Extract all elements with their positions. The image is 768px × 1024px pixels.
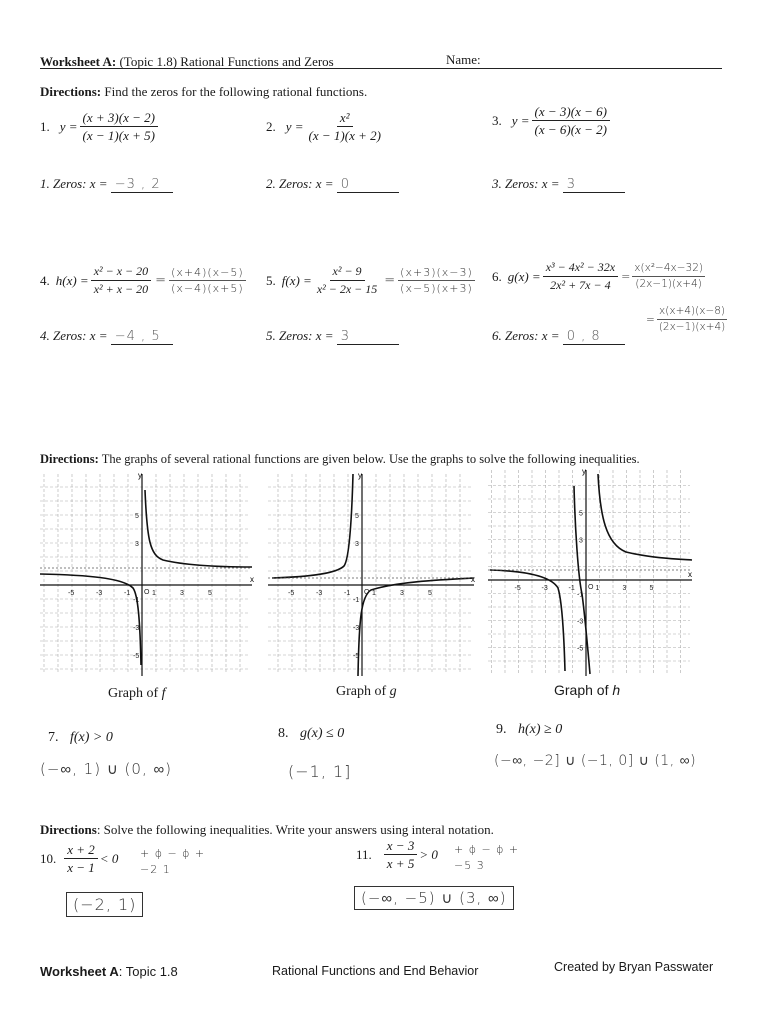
work-denominator-2: (2x−1)(x+4) <box>658 321 726 333</box>
problem-function: y = <box>59 118 78 134</box>
denominator: 2x² + 7x − 4 <box>550 278 611 292</box>
directions-text: Find the zeros for the following rational functions. <box>104 84 368 99</box>
zeros-label: 6. Zeros: x = <box>492 328 560 343</box>
x-tick-label: -3 <box>541 585 548 592</box>
footer-worksheet-label: Worksheet A <box>40 964 119 979</box>
x-axis-label: x <box>471 575 475 584</box>
numerator: x³ − 4x² − 32x <box>543 260 618 277</box>
inequality-expression: h(x) ≥ 0 <box>518 722 563 737</box>
zeros-answer: −4 , 5 <box>111 329 173 345</box>
y-tick-label: 5 <box>355 513 359 520</box>
zeros-2 <box>266 176 399 193</box>
x-tick-label: -1 <box>344 590 351 597</box>
directions-label: Directions: <box>40 452 99 466</box>
numerator: x + 2 <box>64 842 98 859</box>
directions-text: : Solve the following inequalities. Write your answers using interal notation. <box>96 822 494 837</box>
inequality-7 <box>48 730 113 746</box>
zeros-1 <box>40 176 173 193</box>
work-denominator: (x−5)(x+3) <box>400 282 473 295</box>
equals-mark: = <box>646 313 655 326</box>
zeros-6 <box>492 328 625 345</box>
problem-fraction <box>314 264 380 297</box>
problem-fraction <box>306 110 384 143</box>
directions-1 <box>40 84 367 100</box>
problem-5 <box>266 264 475 297</box>
caption-prefix: Graph of <box>554 682 609 698</box>
y-tick-label: 5 <box>579 510 583 518</box>
problem-fraction <box>543 260 618 293</box>
critical-points: −2 1 <box>140 863 171 876</box>
sign-row: + ϕ − ϕ + <box>140 847 206 860</box>
x-tick-label: 1 <box>372 590 376 597</box>
x-tick-label: -3 <box>96 590 103 597</box>
graph-g <box>266 470 478 680</box>
graph-h <box>486 466 696 680</box>
worksheet-label: Worksheet A: <box>40 54 117 69</box>
x-tick-label: -1 <box>124 590 131 597</box>
work-fraction <box>169 265 246 296</box>
x-tick-label: 1 <box>595 585 600 592</box>
zeros-label: 4. Zeros: x = <box>40 328 108 343</box>
inequality-8-answer: (−1, 1] <box>288 762 352 781</box>
zeros-3 <box>492 176 625 193</box>
zeros-answer: 0 <box>337 177 399 193</box>
work-numerator: x(x²−4x−32) <box>632 261 705 277</box>
problem-3 <box>492 104 612 137</box>
problem-number: 1. <box>40 118 50 134</box>
numerator: x² <box>337 110 353 127</box>
header-rule <box>40 68 722 69</box>
directions-label: Directions: <box>40 84 102 99</box>
x-tick-label: 5 <box>649 585 654 592</box>
numerator: x − 3 <box>384 838 418 855</box>
problem-6 <box>492 260 705 293</box>
name-label: Name: <box>446 52 481 67</box>
work-numerator: (x+4)(x−5) <box>171 266 244 279</box>
problem-10-sign-chart <box>140 846 205 878</box>
graph-f-caption <box>108 686 166 702</box>
problem-function: y = <box>285 118 304 134</box>
curve-left-branch <box>40 574 141 665</box>
x-tick-label: 5 <box>208 590 212 597</box>
y-tick-label: -3 <box>133 625 140 632</box>
curve-left-branch <box>272 474 353 578</box>
y-tick-label: -5 <box>353 653 360 660</box>
origin-label: O <box>588 584 594 591</box>
footer-left <box>40 964 178 979</box>
work-numerator: (x+3)(x−3) <box>400 266 473 279</box>
zeros-answer: 0 , 8 <box>563 329 625 345</box>
problem-number: 4. <box>40 272 50 288</box>
problem-number: 10. <box>40 850 57 866</box>
problem-10-answer: (−2, 1) <box>66 892 143 917</box>
graph-f <box>38 470 258 680</box>
zeros-label: 5. Zeros: x = <box>266 328 334 343</box>
problem-number: 6. <box>492 268 502 284</box>
denominator: (x − 1)(x + 2) <box>308 128 381 143</box>
tick-labels <box>288 513 432 660</box>
numerator: x² − x − 20 <box>91 264 151 281</box>
problem-number: 9. <box>496 722 507 737</box>
graph-h-caption <box>554 682 620 698</box>
numerator: (x + 3)(x − 2) <box>80 110 158 127</box>
problem-11-answer: (−∞, −5) ∪ (3, ∞) <box>354 886 514 910</box>
y-tick-label: -1 <box>353 597 360 604</box>
x-tick-label: -5 <box>288 590 295 597</box>
x-tick-label: -5 <box>68 590 75 597</box>
x-tick-label: 5 <box>428 590 432 597</box>
x-tick-label: 3 <box>180 590 184 597</box>
problem-number: 11. <box>356 846 372 862</box>
zeros-label: 3. Zeros: x = <box>492 176 560 191</box>
problem-function: f(x) = <box>281 272 312 288</box>
zeros-label: 2. Zeros: x = <box>266 176 334 191</box>
problem-10 <box>40 842 118 875</box>
origin-label: O <box>144 589 150 596</box>
problem-11 <box>356 838 438 871</box>
zeros-label: 1. Zeros: x = <box>40 176 108 191</box>
zeros-4 <box>40 328 173 345</box>
caption-prefix: Graph of <box>336 684 387 699</box>
footer-right: Created by Bryan Passwater <box>554 960 714 974</box>
y-tick-label: -1 <box>133 597 140 604</box>
tick-labels <box>515 511 654 653</box>
caption-prefix: Graph of <box>108 686 159 701</box>
inequality-9 <box>496 722 562 738</box>
y-tick-label: 3 <box>355 541 359 548</box>
problem-fraction <box>91 264 151 297</box>
footer-topic: : Topic 1.8 <box>118 964 178 979</box>
problem-fraction <box>64 842 98 875</box>
y-tick-label: 3 <box>579 537 583 545</box>
problem-fraction <box>80 110 158 143</box>
y-tick-label: -5 <box>133 653 140 660</box>
graph-grid <box>268 474 472 674</box>
work-numerator-2: x(x+4)(x−8) <box>657 304 727 320</box>
inequality-expression: f(x) > 0 <box>70 730 113 745</box>
inequality-9-answer: (−∞, −2] ∪ (−1, 0] ∪ (1, ∞) <box>494 753 697 769</box>
caption-function: f <box>161 686 166 701</box>
y-tick-label: -1 <box>577 591 584 599</box>
y-tick-label: 5 <box>135 513 139 520</box>
problem-number: 5. <box>266 272 276 288</box>
graph-g-caption <box>336 684 397 700</box>
equals-mark: = <box>384 273 397 288</box>
problem-6-work-2 <box>646 304 727 335</box>
work-denominator: (x−4)(x+5) <box>171 282 244 295</box>
origin-label: O <box>364 589 370 596</box>
x-tick-label: 3 <box>400 590 404 597</box>
y-axis-label: y <box>138 471 142 480</box>
problem-4 <box>40 264 246 297</box>
directions-3 <box>40 822 494 838</box>
problem-function: h(x) = <box>55 272 89 288</box>
denominator: x² + x − 20 <box>93 282 149 296</box>
sign-row: + ϕ − ϕ + <box>454 843 520 856</box>
denominator: x + 5 <box>386 856 415 871</box>
directions-label: Directions <box>40 822 97 837</box>
zeros-answer: −3 , 2 <box>111 177 173 193</box>
problem-11-sign-chart <box>454 842 519 874</box>
directions-text: The graphs of several rational functions are given below. Use the graphs to solve the following inequalities. <box>101 452 640 466</box>
curve-right-branch <box>145 490 252 567</box>
problem-2 <box>266 110 386 143</box>
y-tick-label: -3 <box>577 618 584 626</box>
zeros-answer: 3 <box>563 177 625 193</box>
denominator: (x − 1)(x + 5) <box>82 128 155 143</box>
relation: < 0 <box>99 850 119 866</box>
problem-number: 8. <box>278 726 289 741</box>
y-axis-label: y <box>582 467 586 476</box>
relation: > 0 <box>419 846 438 862</box>
problem-number: 2. <box>266 118 276 134</box>
problem-fraction <box>532 104 610 137</box>
y-axis-label: y <box>358 471 362 480</box>
x-tick-label: 3 <box>622 585 627 592</box>
problem-number: 3. <box>492 112 502 128</box>
y-tick-label: 3 <box>135 541 139 548</box>
problem-number: 7. <box>48 730 59 745</box>
denominator: x² − 2x − 15 <box>316 282 378 296</box>
caption-function: h <box>612 682 621 698</box>
inequality-7-answer: (−∞, 1) ∪ (0, ∞) <box>40 760 173 778</box>
denominator: x − 1 <box>67 860 95 875</box>
inequality-expression: g(x) ≤ 0 <box>300 726 345 741</box>
zeros-answer: 3 <box>337 329 399 345</box>
x-tick-label: -3 <box>316 590 323 597</box>
problem-function: g(x) = <box>507 268 541 284</box>
denominator: (x − 6)(x − 2) <box>534 122 607 137</box>
numerator: x² − 9 <box>330 264 365 281</box>
work-denominator: (2x−1)(x+4) <box>635 278 702 290</box>
curve-right-branch <box>598 474 692 560</box>
zeros-5 <box>266 328 399 345</box>
x-tick-label: -5 <box>514 585 521 592</box>
equals-mark: = <box>621 270 632 283</box>
numerator: (x − 3)(x − 6) <box>532 104 610 121</box>
inequality-8 <box>278 726 344 742</box>
x-tick-label: -1 <box>568 585 575 592</box>
work-fraction-2 <box>657 304 727 335</box>
worksheet-title: Rational Functions and Zeros <box>180 54 334 69</box>
caption-function: g <box>389 684 397 699</box>
y-tick-label: -3 <box>353 625 360 632</box>
work-fraction <box>632 261 705 292</box>
directions-2 <box>40 452 640 467</box>
problem-1 <box>40 110 160 143</box>
x-tick-label: 1 <box>152 590 156 597</box>
worksheet-topic: (Topic 1.8) <box>119 54 178 69</box>
y-tick-label: -5 <box>577 645 584 653</box>
critical-points: −5 3 <box>454 859 485 872</box>
work-fraction <box>398 265 475 296</box>
x-axis-label: x <box>688 570 692 579</box>
equals-mark: = <box>155 273 168 288</box>
x-axis-label: x <box>250 575 254 584</box>
footer-center: Rational Functions and End Behavior <box>272 964 479 978</box>
problem-fraction <box>384 838 418 871</box>
problem-function: y = <box>511 112 530 128</box>
